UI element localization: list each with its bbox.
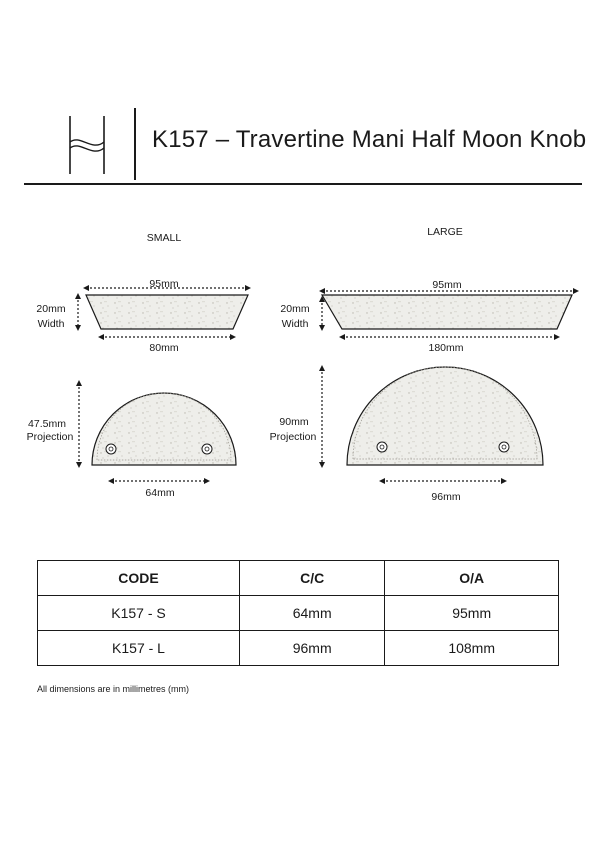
small-height-label: Width — [37, 318, 65, 330]
large-cc-value: 96mm — [431, 491, 461, 503]
large-bottom-width: 180mm — [428, 342, 464, 354]
cell-code: K157 - L — [38, 631, 240, 666]
small-front-profile — [92, 393, 236, 465]
footnote: All dimensions are in millimetres (mm) — [37, 684, 190, 694]
large-side-profile — [322, 295, 572, 329]
small-screw-hole-left-icon — [106, 444, 116, 454]
page-title: K157 – Travertine Mani Half Moon Knob — [152, 126, 587, 153]
cell-cc: 96mm — [240, 631, 385, 666]
large-top-width: 95mm — [432, 279, 462, 291]
large-projection-value: 90mm — [279, 416, 309, 428]
column-header-cc: C/C — [240, 561, 385, 596]
cell-oa: 95mm — [385, 596, 559, 631]
cell-code: K157 - S — [38, 596, 240, 631]
large-height-label: Width — [281, 318, 309, 330]
small-bottom-width: 80mm — [149, 342, 179, 354]
large-screw-hole-left-icon — [377, 442, 387, 452]
cell-cc: 64mm — [240, 596, 385, 631]
small-label: SMALL — [146, 232, 182, 244]
large-front-profile — [347, 367, 543, 465]
small-height-value: 20mm — [36, 303, 66, 315]
brand-logo-icon — [60, 112, 116, 178]
small-top-width: 95mm — [149, 278, 179, 290]
small-screw-hole-right-icon — [202, 444, 212, 454]
header-rule — [24, 183, 582, 185]
large-label: LARGE — [427, 226, 463, 238]
large-screw-hole-right-icon — [499, 442, 509, 452]
cell-oa: 108mm — [385, 631, 559, 666]
column-header-oa: O/A — [385, 561, 559, 596]
large-height-value: 20mm — [280, 303, 310, 315]
column-header-code: CODE — [38, 561, 240, 596]
header — [0, 0, 600, 186]
table-row — [38, 596, 559, 631]
small-side-profile — [86, 295, 248, 329]
small-projection-value: 47.5mm — [28, 418, 66, 430]
small-projection-label: Projection — [26, 431, 74, 443]
small-drawing — [27, 232, 248, 499]
large-projection-label: Projection — [269, 431, 317, 443]
table-header-row — [38, 561, 559, 596]
small-cc-value: 64mm — [145, 487, 175, 499]
large-drawing — [270, 226, 576, 503]
technical-drawing — [0, 200, 600, 520]
header-divider — [134, 108, 136, 180]
table-row — [38, 631, 559, 666]
spec-table — [37, 560, 559, 666]
